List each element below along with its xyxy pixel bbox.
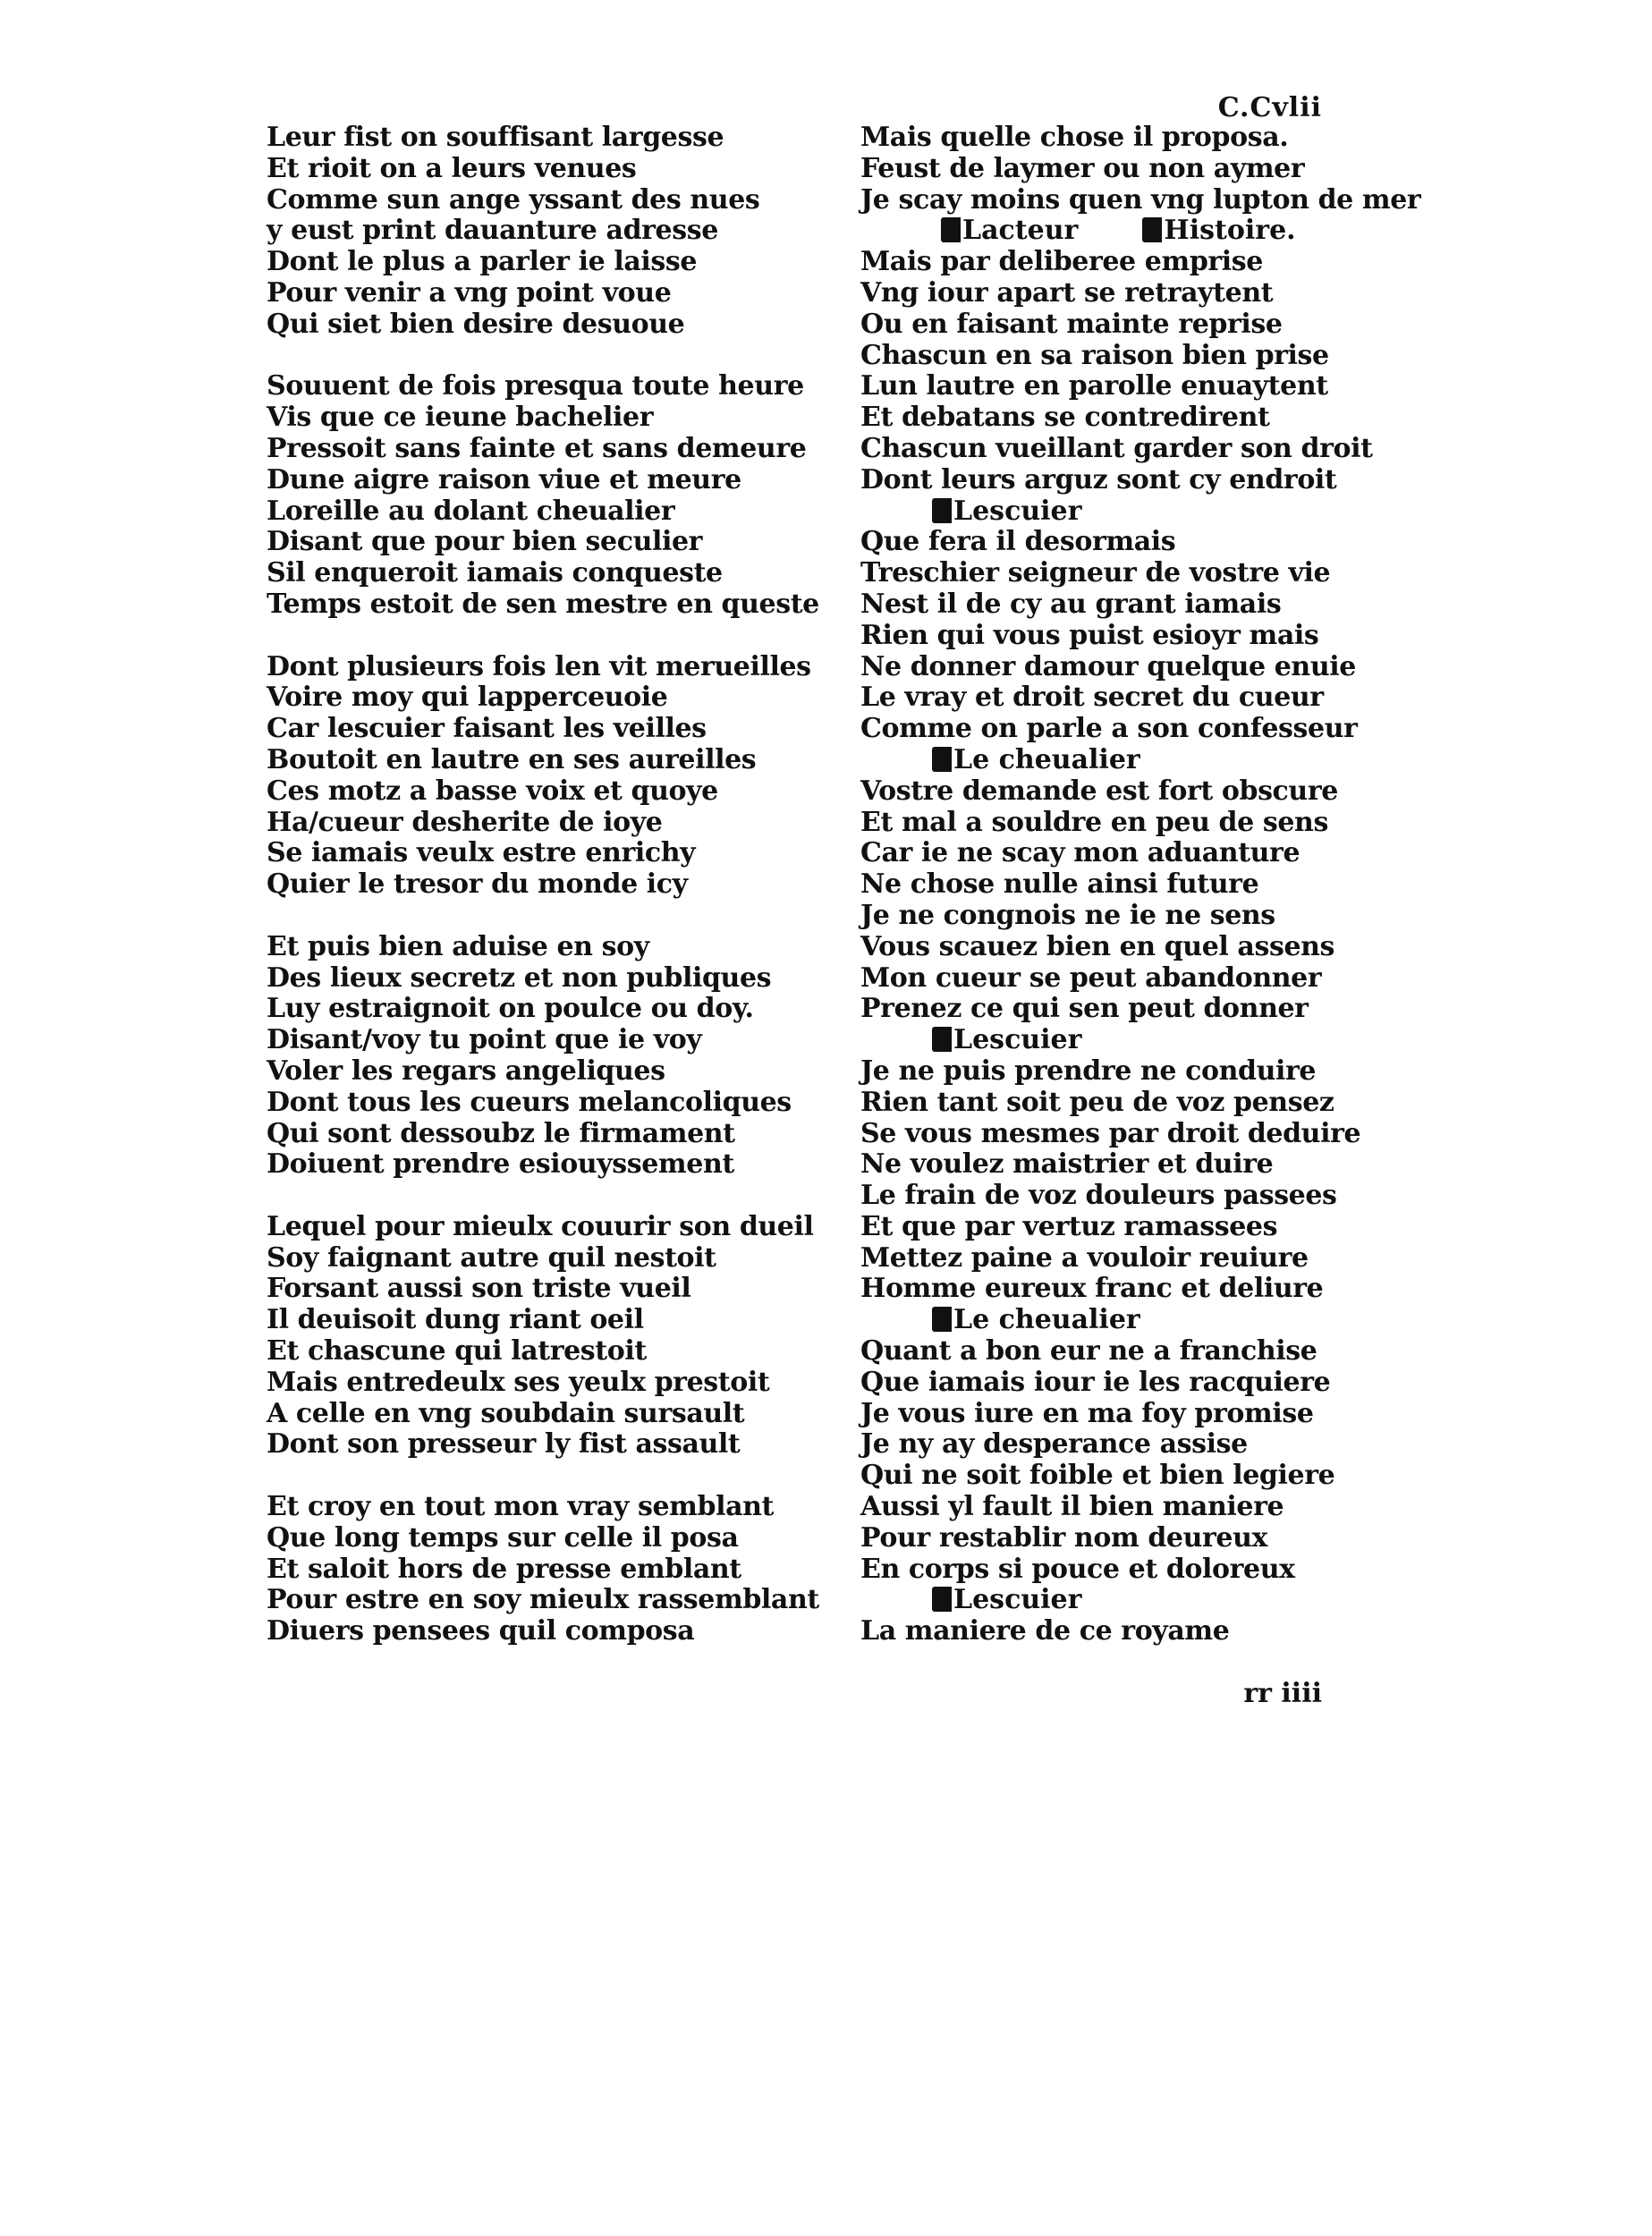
verse-line: Je ny ay desperance assise [860, 1428, 1248, 1461]
verse-line: Chascun en sa raison bien prise [860, 339, 1329, 371]
verse-line: Je ne congnois ne ie ne sens [860, 899, 1275, 931]
right-column [860, 122, 1421, 1647]
stanza-break [267, 1461, 767, 1492]
pilcrow-icon [932, 1307, 952, 1332]
left-column [267, 122, 819, 1647]
pilcrow-icon [1142, 217, 1162, 242]
verse-line: Vng iour apart se retraytent [860, 276, 1274, 309]
verse-line: Quier le tresor du monde icy [267, 868, 688, 901]
verse-line: Le vray et droit secret du cueur [860, 682, 1324, 714]
verse-line: Dont le plus a parler ie laisse [267, 246, 698, 278]
verse-line: Pressoit sans fainte et sans demeure [267, 432, 807, 464]
verse-line: y eust print dauanture adresse [267, 215, 718, 247]
verse-line: Forsant aussi son triste vueil [267, 1273, 691, 1305]
verse-line: Car lescuier faisant les veilles [267, 713, 707, 745]
verse-line: Dont plusieurs fois len vit merueilles [267, 650, 811, 682]
verse-line: Ha/cueur desherite de ioye [267, 806, 663, 838]
verse-line: Diuers pensees quil composa [267, 1615, 695, 1647]
verse-line: Le frain de voz douleurs passees [860, 1180, 1337, 1212]
verse-line: Je vous iure en ma foy promise [860, 1397, 1314, 1429]
verse-line: Qui sont dessoubz le firmament [267, 1117, 735, 1149]
verse-line: Qui ne soit foible et bien legiere [860, 1460, 1335, 1492]
verse-line: Lun lautre en parolle enuaytent [860, 370, 1328, 402]
folio-number: C.Cvlii [1217, 92, 1322, 123]
verse-line: Et que par vertuz ramassees [860, 1210, 1278, 1242]
verse-line: Ces motz a basse voix et quoye [267, 775, 718, 807]
verse-line: Mais par deliberee emprise [860, 246, 1263, 278]
verse-line: Aussi yl fault il bien maniere [860, 1491, 1284, 1523]
verse-line: Dune aigre raison viue et meure [267, 463, 741, 495]
stanza-break [267, 1181, 767, 1212]
verse-line: Comme sun ange yssant des nues [267, 183, 760, 216]
verse-line: Ne chose nulle ainsi future [860, 868, 1259, 901]
verse-line: Rien tant soit peu de voz pensez [860, 1086, 1334, 1118]
verse-line: Dont tous les cueurs melancoliques [267, 1086, 792, 1118]
verse-line: Pour venir a vng point voue [267, 276, 672, 309]
verse-line: Et chascune qui latrestoit [267, 1335, 647, 1368]
verse-line: La maniere de ce royame [860, 1615, 1230, 1647]
pilcrow-icon [932, 1587, 952, 1612]
verse-line: Que iamais iour ie les racquiere [860, 1366, 1331, 1398]
rubric-label: Lacteur [962, 215, 1079, 247]
pilcrow-icon [932, 498, 952, 523]
verse-line: Nest il de cy au grant iamais [860, 588, 1282, 620]
pilcrow-icon [932, 747, 952, 772]
verse-line: Treschier seigneur de vostre vie [860, 557, 1331, 589]
speaker-rubric [860, 1305, 1343, 1336]
speaker-rubric [860, 1025, 1343, 1056]
verse-line: Il deuisoit dung riant oeil [267, 1304, 644, 1336]
verse-line: Mon cueur se peut abandonner [860, 961, 1322, 994]
rubric-label: Lescuier [953, 1024, 1082, 1056]
verse-line: Que fera il desormais [860, 526, 1176, 558]
verse-line: Dont leurs arguz sont cy endroit [860, 463, 1337, 495]
pilcrow-icon [941, 217, 961, 242]
verse-line: Car ie ne scay mon aduanture [860, 837, 1300, 869]
verse-line: Ne voulez maistrier et duire [860, 1148, 1274, 1181]
rubric-label: Histoire. [1164, 215, 1296, 247]
verse-line: Luy estraignoit on poulce ou doy. [267, 993, 754, 1025]
verse-line: Vis que ce ieune bachelier [267, 402, 654, 434]
verse-line: Ne donner damour quelque enuie [860, 650, 1356, 682]
verse-line: Voire moy qui lapperceuoie [267, 682, 668, 714]
rubric-label: Lescuier [953, 495, 1082, 527]
verse-line: Doiuent prendre esiouyssement [267, 1148, 734, 1181]
verse-line: Sil enqueroit iamais conqueste [267, 557, 723, 589]
verse-line: Mais quelle chose il proposa. [860, 122, 1289, 153]
verse-line: Se iamais veulx estre enrichy [267, 837, 696, 869]
verse-line: Soy faignant autre quil nestoit [267, 1241, 716, 1274]
verse-line: Temps estoit de sen mestre en queste [267, 588, 819, 620]
verse-line: Disant que pour bien seculier [267, 526, 703, 558]
speaker-rubric [860, 216, 1343, 247]
speaker-rubric [860, 1585, 1343, 1616]
verse-line: Lequel pour mieulx couurir son dueil [267, 1210, 814, 1242]
verse-line: Dont son presseur ly fist assault [267, 1428, 741, 1461]
verse-line: Et rioit on a leurs venues [267, 152, 637, 184]
verse-line: Boutoit en lautre en ses aureilles [267, 743, 757, 775]
verse-line: Mais entredeulx ses yeulx prestoit [267, 1366, 770, 1398]
verse-line: Qui siet bien desire desuoue [267, 308, 685, 340]
verse-line: Je scay moins quen vng lupton de mer [860, 183, 1421, 216]
verse-line: Des lieux secretz et non publiques [267, 961, 772, 994]
pilcrow-icon [932, 1027, 952, 1052]
verse-line: A celle en vng soubdain sursault [267, 1397, 745, 1429]
verse-line: Homme eureux franc et deliure [860, 1273, 1324, 1305]
verse-line: Prenez ce qui sen peut donner [860, 993, 1309, 1025]
rubric-label: Le cheualier [953, 743, 1140, 775]
verse-line: Disant/voy tu point que ie voy [267, 1024, 702, 1056]
verse-line: Et croy en tout mon vray semblant [267, 1491, 775, 1523]
verse-line: Pour restablir nom deureux [860, 1521, 1267, 1554]
stanza-break [267, 621, 767, 652]
verse-line: Voler les regars angeliques [267, 1054, 665, 1087]
verse-line: Se vous mesmes par droit deduire [860, 1117, 1361, 1149]
verse-line: Rien qui vous puist esioyr mais [860, 619, 1319, 651]
stanza-break [267, 341, 767, 372]
rubric-label: Lescuier [953, 1584, 1082, 1616]
verse-line: Chascun vueillant garder son droit [860, 432, 1373, 464]
stanza-break [267, 901, 767, 932]
verse-line: Et mal a souldre en peu de sens [860, 806, 1328, 838]
verse-line: Et puis bien aduise en soy [267, 930, 649, 962]
verse-line: Et saloit hors de presse emblant [267, 1553, 741, 1585]
verse-line: Feust de laymer ou non aymer [860, 152, 1305, 184]
verse-line: Quant a bon eur ne a franchise [860, 1335, 1317, 1368]
verse-line: Ou en faisant mainte reprise [860, 308, 1283, 340]
verse-line: Mettez paine a vouloir reuiure [860, 1241, 1309, 1274]
signature-mark: rr iiii [1243, 1678, 1322, 1709]
verse-line: Et debatans se contredirent [860, 402, 1270, 434]
verse-line: Leur fist on souffisant largesse [267, 122, 724, 153]
speaker-rubric [860, 496, 1343, 528]
speaker-rubric [860, 745, 1343, 776]
verse-line: Que long temps sur celle il posa [267, 1521, 739, 1554]
rubric-label: Le cheualier [953, 1304, 1140, 1336]
verse-line: Pour estre en soy mieulx rassemblant [267, 1584, 819, 1616]
verse-line: Vostre demande est fort obscure [860, 775, 1338, 807]
verse-line: Comme on parle a son confesseur [860, 713, 1358, 745]
verse-line: Loreille au dolant cheualier [267, 495, 675, 527]
verse-line: En corps si pouce et doloreux [860, 1553, 1295, 1585]
verse-line: Souuent de fois presqua toute heure [267, 370, 804, 402]
verse-line: Vous scauez bien en quel assens [860, 930, 1335, 962]
verse-line: Je ne puis prendre ne conduire [860, 1054, 1317, 1087]
